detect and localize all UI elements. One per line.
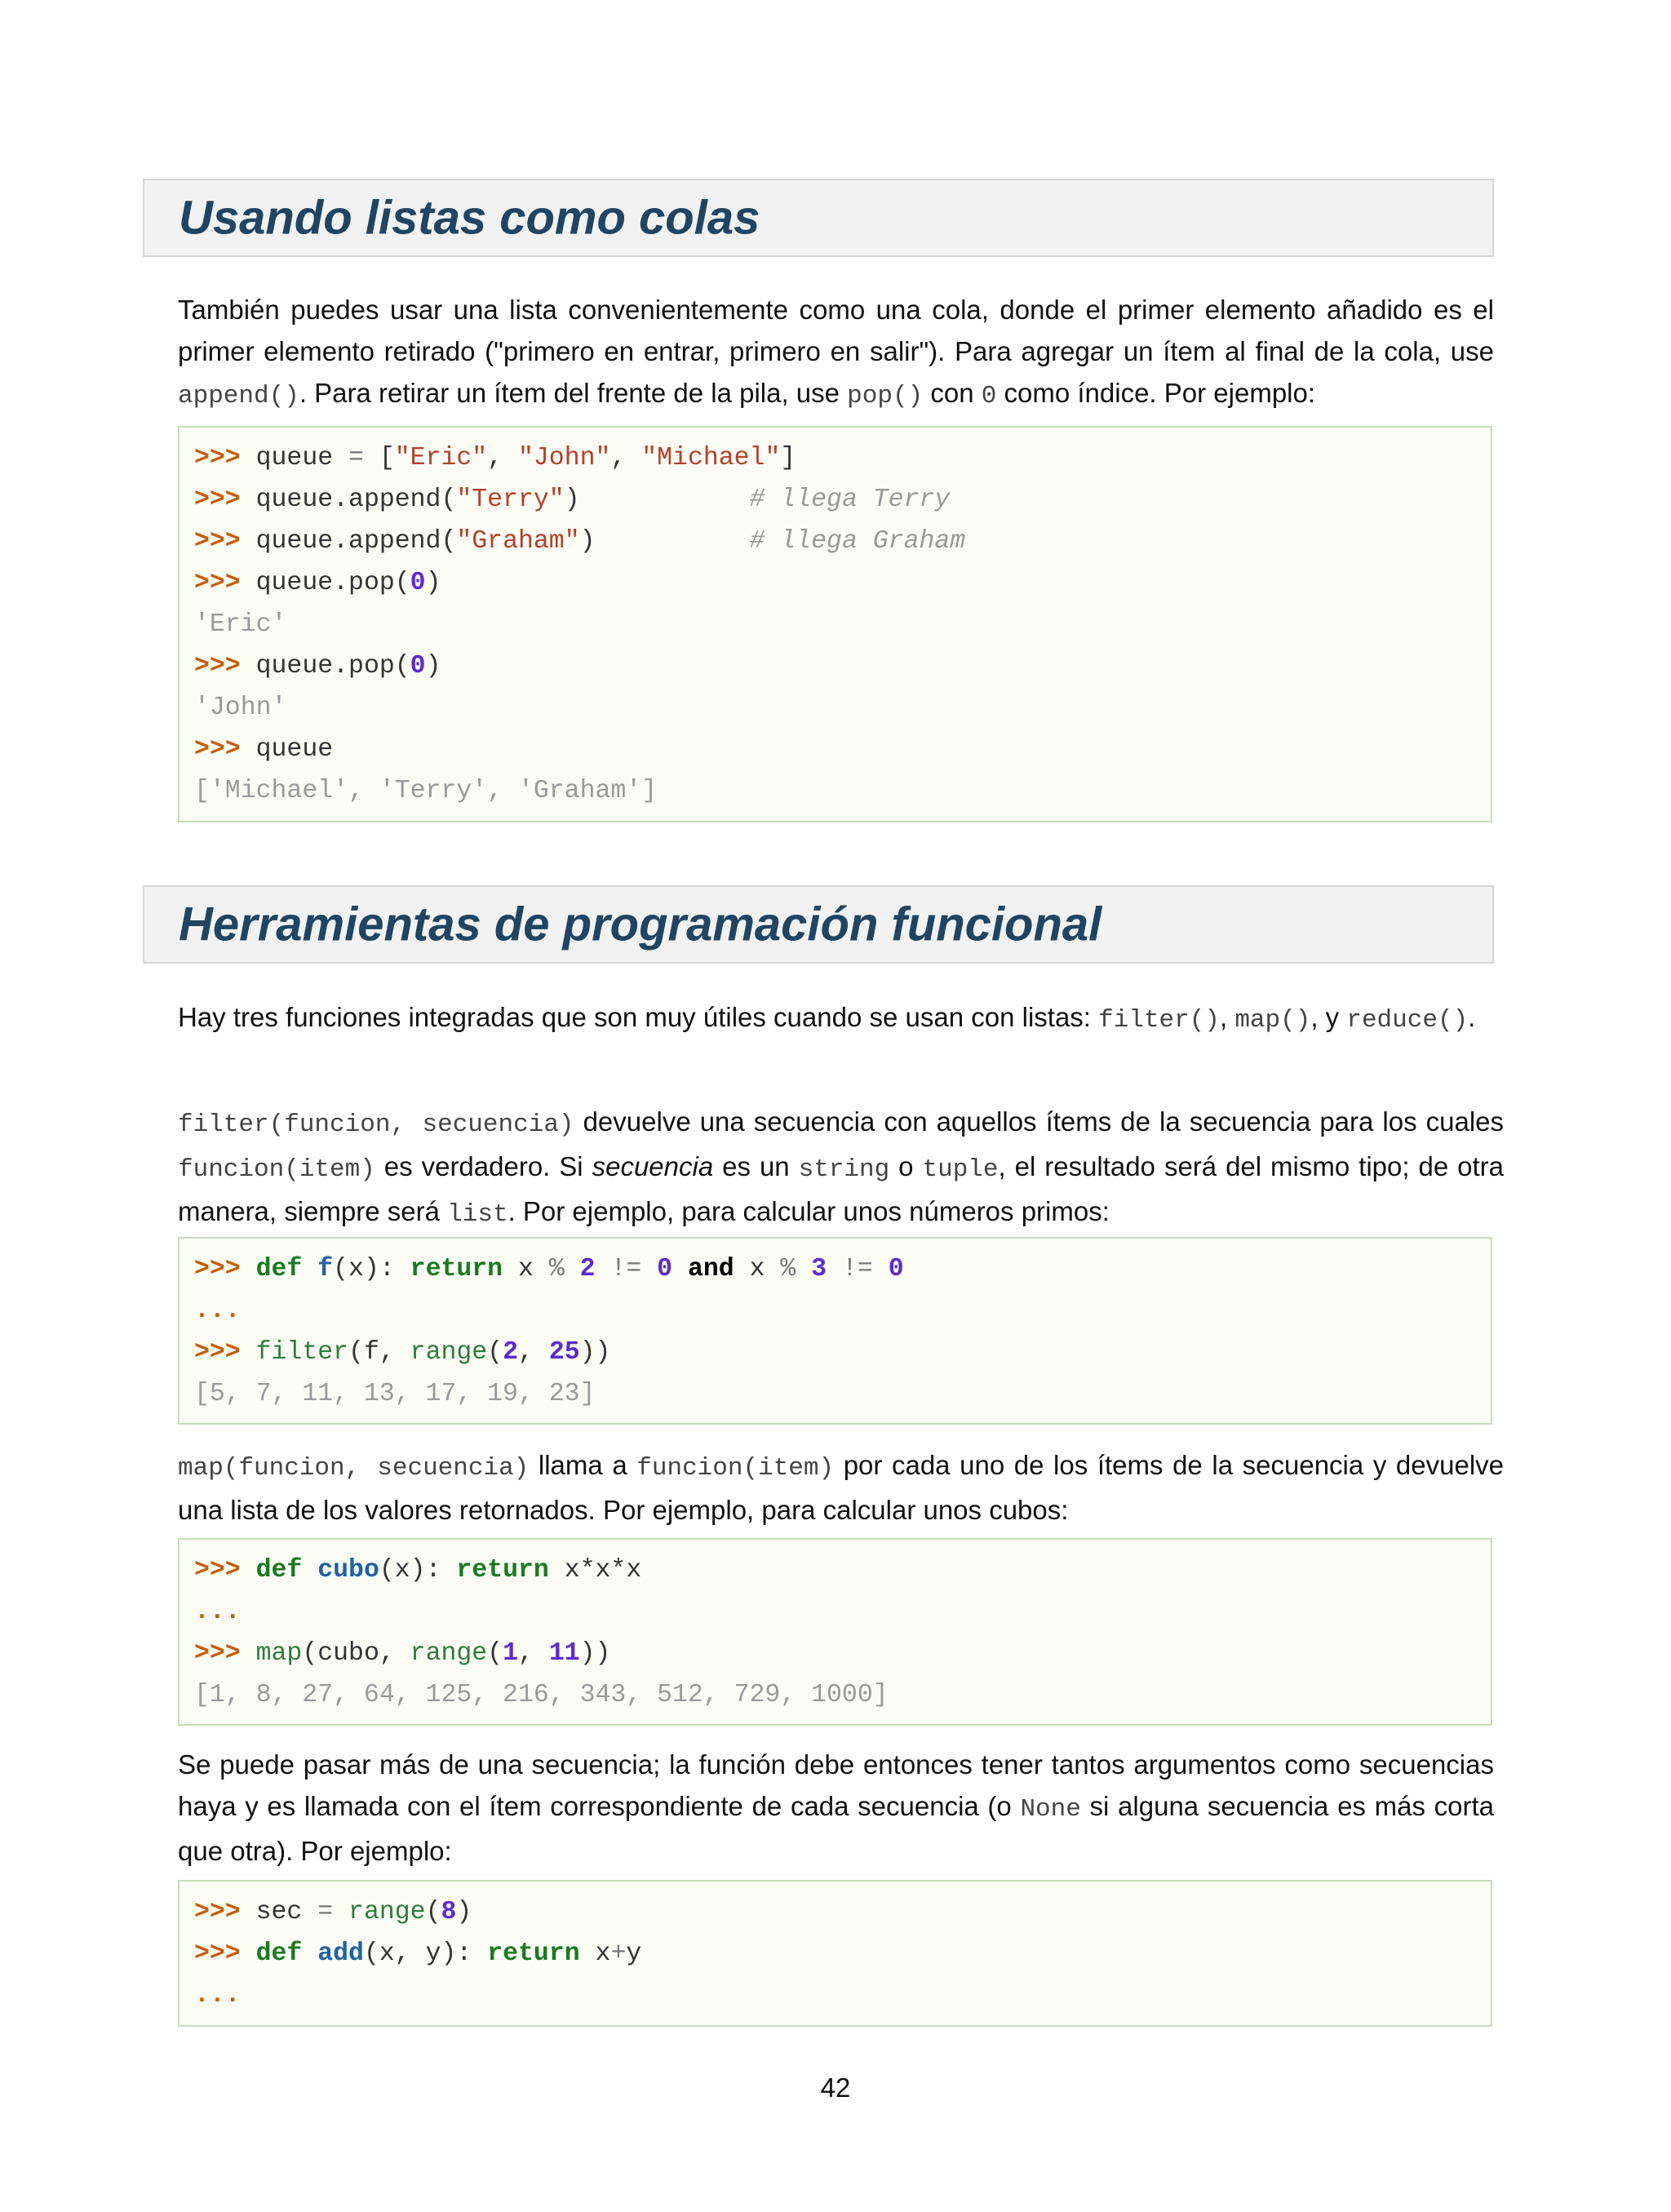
emphasis: secuencia xyxy=(592,1151,714,1181)
inline-code: map(funcion, secuencia) xyxy=(178,1454,530,1483)
code-line: >>> def f(x): return x % 2 != 0 and x % 3 != 0 xyxy=(194,1255,904,1283)
code-line: >>> map(cubo, range(1, 11)) xyxy=(194,1639,611,1668)
code-line: >>> queue = ["Eric", "John", "Michael"] xyxy=(194,444,796,472)
section-title: Herramientas de programación funcional xyxy=(179,898,1102,951)
page-number: 42 xyxy=(820,2072,851,2103)
multi-code-block xyxy=(178,1880,1492,2027)
inline-code: filter(funcion, secuencia) xyxy=(178,1110,574,1139)
queue-intro-paragraph xyxy=(178,289,1494,417)
section-heading-box xyxy=(143,885,1494,964)
code-continuation-line: ... xyxy=(194,1598,241,1626)
inline-code: filter() xyxy=(1098,1006,1220,1035)
text: , el resultado será del mismo tipo; de otra manera, siempre será xyxy=(178,1151,1505,1226)
inline-code: 0 xyxy=(981,382,997,410)
code-line: >>> queue.pop(0) xyxy=(194,652,441,680)
text: . Para retirar un ítem del frente de la pila, use xyxy=(299,378,848,408)
inline-code: None xyxy=(1020,1795,1081,1824)
text: También puedes usar una lista convenientemente como una cola, donde el primer elemento añadido es el primer elemento retirado ("primero en entrar, primero en salir"). Para agregar un ítem al final de la cola, use xyxy=(178,295,1494,366)
inline-code: funcion(item) xyxy=(178,1155,375,1184)
text: como índice. Por ejemplo: xyxy=(996,378,1316,408)
code-output-line: 'Eric' xyxy=(194,610,287,639)
text: con xyxy=(923,378,982,408)
code-output-line: 'John' xyxy=(194,694,287,722)
text: . xyxy=(1468,1002,1476,1032)
code-line: >>> queue.pop(0) xyxy=(194,569,441,597)
code-line: >>> def add(x, y): return x+y xyxy=(194,1939,642,1968)
inline-code: tuple xyxy=(922,1155,999,1184)
inline-code: reduce() xyxy=(1346,1006,1469,1035)
code-line: >>> queue.append("Terry") # llega Terry xyxy=(194,485,951,514)
code-line: >>> sec = range(8) xyxy=(194,1898,472,1926)
code-line: >>> queue xyxy=(194,735,334,764)
section-heading-box xyxy=(143,179,1494,257)
code-line: >>> def cubo(x): return x*x*x xyxy=(194,1556,642,1585)
multi-sequence-paragraph xyxy=(178,1744,1494,1872)
filter-code-block xyxy=(178,1237,1492,1425)
text: llama a xyxy=(529,1450,637,1480)
code-continuation-line: ... xyxy=(194,1981,241,2010)
queue-code-block xyxy=(178,426,1492,822)
map-code-block xyxy=(178,1538,1492,1726)
text: es un xyxy=(713,1151,799,1181)
text: devuelve una secuencia con aquellos ítems de la secuencia para los cuales xyxy=(574,1106,1504,1137)
inline-code: string xyxy=(798,1155,890,1184)
code-line: >>> filter(f, range(2, 25)) xyxy=(194,1338,611,1367)
inline-code: append() xyxy=(178,382,299,410)
text: si alguna secuencia es más corta que otra). Por ejemplo: xyxy=(178,1791,1494,1866)
text: o xyxy=(889,1151,923,1181)
text: , y xyxy=(1310,1002,1347,1032)
text: , xyxy=(1219,1002,1235,1032)
inline-code: list xyxy=(447,1200,508,1229)
text: Se puede pasar más de una secuencia; la función debe entonces tener tantos argumentos como secuencias haya y es llamada con el ítem correspondiente de cada secuencia (o xyxy=(178,1749,1494,1821)
code-output-line: ['Michael', 'Terry', 'Graham'] xyxy=(194,777,658,805)
code-output-line: [1, 8, 27, 64, 125, 216, 343, 512, 729, 1000] xyxy=(194,1681,889,1709)
section-title: Usando listas como colas xyxy=(179,191,760,245)
code-line: >>> queue.append("Graham") # llega Graham xyxy=(194,527,966,556)
text: . Por ejemplo, para calcular unos números primos: xyxy=(508,1196,1110,1226)
inline-code: map() xyxy=(1234,1006,1311,1035)
text: por cada uno de los ítems de la secuencia y devuelve una lista de los valores retornados. Por ejemplo, para calcular unos cubos: xyxy=(178,1450,1505,1525)
map-paragraph xyxy=(178,1444,1504,1531)
inline-code: funcion(item) xyxy=(636,1454,835,1483)
text: es verdadero. Si xyxy=(375,1151,592,1181)
code-continuation-line: ... xyxy=(194,1297,241,1325)
text: Hay tres funciones integradas que son muy útiles cuando se usan con listas: xyxy=(178,1002,1099,1032)
inline-code: pop() xyxy=(847,382,924,410)
code-output-line: [5, 7, 11, 13, 17, 19, 23] xyxy=(194,1380,596,1408)
functional-intro-paragraph xyxy=(178,996,1494,1041)
filter-paragraph xyxy=(178,1101,1504,1235)
